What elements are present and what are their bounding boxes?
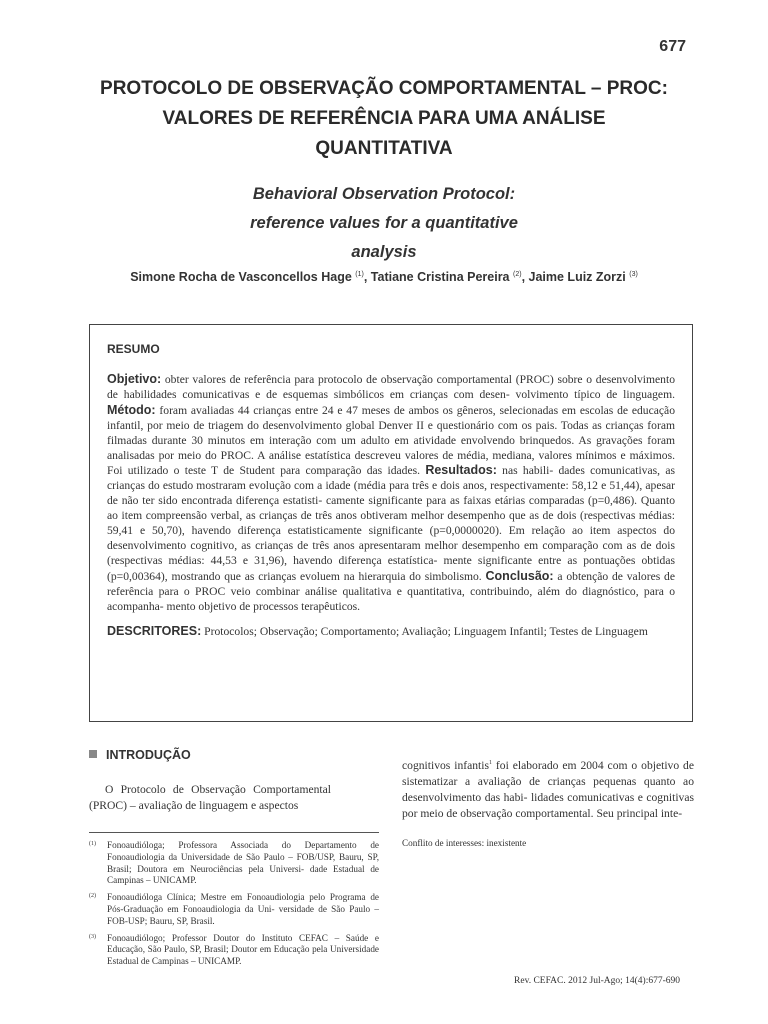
abstract-heading: RESUMO [107, 342, 160, 356]
introduction-text-part: foi elaborado em 2004 com o objetivo de sistematizar a avaliação de crianças pequenas quanto ao desenvolvimento das habi- lidades comunicativas e cognitivas por meio de observação comportamental. Seu principal inte- [402, 758, 695, 820]
page-number: 677 [659, 38, 686, 55]
subtitle-line-2: reference values for a quantitative [250, 214, 518, 232]
author-name: Simone Rocha de Vasconcellos Hage [130, 270, 352, 284]
footnote-text: Fonoaudióloga; Professora Associada do Departamento de Fonoaudiologia da Universidade de São Paulo – FOB/USP, Bauru, SP, Brasil; Doutora em Neurociências pela Universi- dade Estadual de Campinas – UNICAMP. [107, 840, 379, 886]
english-title [100, 180, 668, 267]
author-name: Tatiane Cristina Pereira [370, 270, 510, 284]
article-title [60, 74, 708, 164]
title-line-2: VALORES DE REFERÊNCIA PARA UMA ANÁLISE [162, 108, 606, 129]
results-text: nas habili- dades comunicativas, as crianças do estudo mostraram evolução com a idade (média para três e dois anos, respectivamente: 58,12 e 51,44), apesar de não ter sido encontrada diferença estatisti- camente significante para as faixas etárias comparadas (p=0,486). Quanto ao item compreensão verbal, as crianças de três anos obtiveram melhor desempenho que as de dois (respectivas médias: 59,41 e 50,70), havendo diferença estatisticamente significante (p=0,0000020). Em relação ao item aspectos do desenvolvimento cognitivo, as crianças de três anos apresentaram melhor desempenho em comparação com as de dois (respectivas médias: 44,53 e 31,96), havendo diferença estatística- mente significante entre as pontuações obtidas (p=0,00364), mostrando que as crianças evoluem na hierarquia do simbolismo. [107, 464, 675, 583]
conclusion-label: Conclusão: [485, 568, 554, 583]
footnote [89, 933, 379, 968]
descriptors-text: Protocolos; Observação; Comportamento; Avaliação; Linguagem Infantil; Testes de Linguagem [201, 624, 648, 638]
abstract-text [107, 372, 675, 615]
title-line-3: QUANTITATIVA [315, 138, 453, 159]
footnote [89, 840, 379, 887]
subtitle-line-1: Behavioral Observation Protocol: [252, 185, 516, 203]
conclusion-text: a obtenção de valores de referência para o PROC veio combinar análise qualitativa e quantitativa, contribuindo, além do diagnóstico, para o acompanha- mento objetivo de processos terapêuticos. [107, 569, 675, 613]
reference-mark: 1 [489, 760, 493, 766]
footnotes [89, 840, 379, 973]
square-bullet-icon [89, 750, 97, 758]
introduction-left-column: O Protocolo de Observação Comportamental (PROC) – avaliação de linguagem e aspectos [89, 783, 331, 812]
introduction-heading-text: INTRODUÇÃO [106, 748, 191, 762]
footnote-text: Fonoaudiólogo; Professor Doutor do Instituto CEFAC – Saúde e Educação, São Paulo, SP, Brasil; Doutor em Educação pela Universidade Estadual de Campinas – UNICAMP. [107, 932, 379, 967]
author-affiliation-mark: (2) [513, 270, 522, 278]
descriptors [107, 624, 675, 640]
results-label: Resultados: [425, 463, 497, 478]
introduction-text-part: cognitivos infantis [402, 758, 490, 772]
title-line-1: PROTOCOLO DE OBSERVAÇÃO COMPORTAMENTAL – PROC: [100, 78, 668, 99]
conflict-of-interest: Conflito de interesses: inexistente [402, 838, 527, 848]
subtitle-line-3: analysis [351, 243, 417, 261]
introduction-right-column [402, 755, 694, 822]
method-text: foram avaliadas 44 crianças entre 24 e 47 meses de ambos os gêneros, selecionadas em escolas de educação infantil, por meio de triagem do desenvolvimento global Denver II e questionário com os pais. Todas as crianças foram filmadas durante 30 minutos em interação com um adulto em atividade envolvendo brinquedos. As gravações foram analisadas por meio do PROC. A análise estatística descreveu valores de média, mediana, valores mínimos e máximos. Foi utilizado o teste T de Student para comparação das idades. [107, 403, 675, 478]
footnote-mark: (1) [89, 841, 96, 847]
footnote-mark: (3) [89, 933, 96, 940]
footnote [89, 892, 379, 927]
abstract-box [89, 324, 693, 722]
introduction-heading [89, 748, 191, 762]
author-name: Jaime Luiz Zorzi [528, 270, 626, 284]
objective-label: Objetivo: [107, 372, 162, 386]
journal-citation: Rev. CEFAC. 2012 Jul-Ago; 14(4):677-690 [514, 976, 680, 986]
footnote-text: Fonoaudióloga Clínica; Mestre em Fonoaudiologia pelo Programa de Pós-Graduação em Fonoaudiologia da Uni- versidade de São Paulo – FOB-USP; Bauru, SP, Brasil. [107, 892, 379, 926]
descriptors-label: DESCRITORES: [107, 623, 202, 638]
author-separator: , [521, 270, 529, 284]
author-list [40, 270, 728, 284]
method-label: Método: [107, 402, 156, 417]
objective-text: obter valores de referência para protocolo de observação comportamental (PROC) sobre o desenvolvimento de habilidades comunicativas e de esquemas simbólicos em crianças com desen- volvimento típico de linguagem. [107, 373, 675, 401]
author-separator: , [363, 270, 371, 284]
author-affiliation-mark: (3) [629, 270, 638, 278]
footnote-divider [89, 832, 379, 833]
footnote-mark: (2) [89, 893, 96, 900]
author-affiliation-mark: (1) [355, 270, 364, 278]
